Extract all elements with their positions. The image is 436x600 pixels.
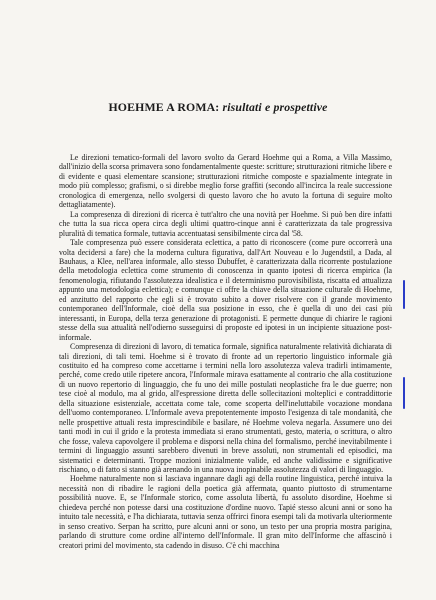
- margin-annotation-mark: [403, 280, 405, 309]
- paragraph: Compresenza di direzioni di lavoro, di tematica formale, significa naturalmente relatività dichiarata di tali direzioni, di tali temi. Hoehme si è trovato di fronte ad un repertorio linguistico informale già costituito ed ha compreso come accettarne i termini nella loro assolutezza valeva tradirli intimamente, perché, come credo utile ripetere ancora, l'Informale mirava esattamente al contrario che alla costituzione di un nuovo repertorio di linguaggio, che fu uno dei mille postulati neoplastiche fra le due guerre; non tese cioè al modulo, ma al grido, all'espressione diretta delle sollecitazioni molteplici e contraddittorie della situazione esistenziale, accettata come tale, come scoperta dell'ineluttabile vocazione mondana dell'uomo contemporaneo. L'Informale aveva prepotentemente imposto l'esigenza di tale mondanità, che nelle prospettive attuali resta imprescindibile e basilare, né Hoehme voleva negarla. Assumere uno dei tanti modi in cui il grido e la protesta immediata si erano strumentati, gesto, materia, o scrittura, o altro che fosse, valeva capovolgere il problema e disporsi nella china del formalismo, perché inevitabilmente i termini di linguaggio assunti sarebbero divenuti in breve assoluti, non strumentali ed episodici, ma sistematici e determinanti. Troppe mozioni inizialmente valide, ed anche validissime e significative rischiano, o di fatto si stanno già arenando in una nuova inopinabile assolutezza di valori di linguaggio.: [59, 342, 392, 474]
- article-body: [59, 153, 392, 593]
- paragraph: Hoehme naturalmente non si lasciava ingannare dagli agi della routine linguistica, perché intuiva la necessità non di ribadire le ragioni della poetica già affermata, quanto piuttosto di strumentarne possibilità nuove. E, se l'Informale storico, come assoluta libertà, fu assoluto disordine, Hoehme si chiedeva perché non potesse darsi una costituzione d'ordine nuovo. Tapié stesso alcuni anni or sono ha intuito tale necessità, e l'ha dichiarata, tuttavia senza offrirci finora esempi tali da motivarla ulteriormente in senso creativo. Serpan ha scritto, pure alcuni anni or sono, un testo per una propria mostra parigina, parlando di strutture come ordine all'interno dell'Informale. Il gran mito dell'Informe che affascinò i creatori primi del movimento, sta cadendo in disuso. C'è chi macchina: [59, 474, 392, 550]
- article-subtitle: risultati e prospettive: [222, 100, 328, 114]
- article-title: [0, 100, 436, 115]
- paragraph: Tale compresenza può essere considerata eclettica, a patto di riconoscere (come pure occorrerà una volta decidersi a fare) che la moderna cultura figurativa, dall'Art Nouveau e lo Jugendstil, a Dada, al Bauhaus, a Klee, nell'area informale, allo stesso Dubuffet, è caratterizzata dalla ricorrente postulazione della metodologia eclettica come strumento di conoscenza in quanto ipotesi di ricerca empirica (la fenomenologia, rifiutando l'assolutezza idealistica e il determinismo purovisibilista, riscatta ed attualizza appunto una metodologia eclettica); e comunque ci offre la chiave della situazione culturale di Hoehme, ed anzitutto del rapporto che egli si è trovato subito a dover risolvere con il grande movimento contemporaneo dell'Informale, cioè della sua posizione in esso, che è quella di uno dei casi più interessanti, in Europa, della terza generazione di protagonisti. E permette dunque di chiarire le ragioni stesse della sua attualità nell'odierno susseguirsi di proposte ed ipotesi in un incipiente situazione post-informale.: [59, 238, 392, 342]
- margin-annotation-mark: [403, 377, 405, 409]
- paragraph: La compresenza di direzioni di ricerca è tutt'altro che una novità per Hoehme. Si può ben dire infatti che tutta la sua ricca opera circa degli ultimi quattro-cinque anni è caratterizzata da tale progressiva pluralità di tematica formale, tuttavia accentuatasi sensibilmente circa dal '58.: [59, 209, 392, 238]
- article-title-main: HOEHME A ROMA:: [108, 100, 220, 114]
- paragraph: Le direzioni tematico-formali del lavoro svolto da Gerard Hoehme qui a Roma, a Villa Massimo, dall'inizio della scorsa primavera sono fondamentalmente queste: scritture; strutturazioni ritmiche libere e di evidente e quasi elementare scansione; strutturazioni ritmiche composte e spazialmente integrate in modo più complesso; grafismi, o si direbbe meglio forse graffiti (secondo all'incirca la reale successione cronologica di emergenza, nello svolgersi di questo lavoro che ho avuto la fortuna di seguire molto dettagliatamente).: [59, 153, 392, 210]
